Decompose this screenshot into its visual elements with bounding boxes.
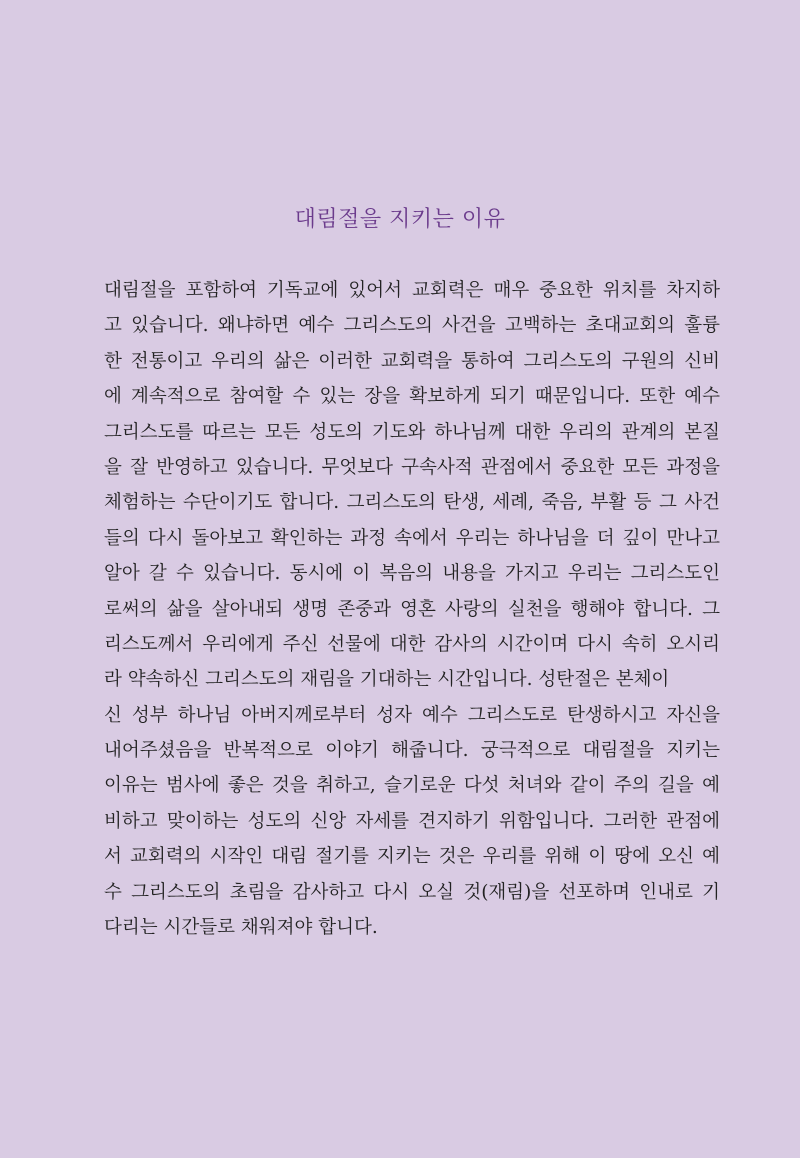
text-line: 다리는 시간들로 채워져야 합니다. — [104, 917, 378, 939]
text-line: 신 성부 하나님 아버지께로부터 성자 예수 그리스도로 탄생하시고 자신을 — [104, 704, 720, 726]
text-line: 수 그리스도의 초림을 감사하고 다시 오실 것(재림)을 선포하며 인내로 기 — [104, 881, 720, 903]
text-line: 체험하는 수단이기도 합니다. 그리스도의 탄생, 세례, 죽음, 부활 등 그 사건 — [104, 492, 720, 514]
text-line: 이유는 범사에 좋은 것을 취하고, 슬기로운 다섯 처녀와 같이 주의 길을 예 — [104, 775, 720, 797]
text-line: 알아 갈 수 있습니다. 동시에 이 복음의 내용을 가지고 우리는 그리스도인 — [104, 563, 720, 585]
text-line: 을 잘 반영하고 있습니다. 무엇보다 구속사적 관점에서 중요한 모든 과정을 — [104, 456, 720, 478]
text-line: 라 약속하신 그리스도의 재림을 기대하는 시간입니다. 성탄절은 본체이 — [104, 669, 670, 691]
text-line: 한 전통이고 우리의 삶은 이러한 교회력을 통하여 그리스도의 구원의 신비 — [104, 350, 720, 372]
text-line: 리스도께서 우리에게 주신 선물에 대한 감사의 시간이며 다시 속히 오시리 — [104, 633, 720, 655]
body-paragraph — [104, 273, 720, 945]
text-line: 비하고 맞이하는 성도의 신앙 자세를 견지하기 위함입니다. 그러한 관점에 — [104, 810, 720, 832]
text-line: 내어주셨음을 반복적으로 이야기 해줍니다. 궁극적으로 대림절을 지키는 — [104, 740, 720, 762]
page-title: 대림절을 지키는 이유 — [294, 207, 506, 232]
text-line: 서 교회력의 시작인 대림 절기를 지키는 것은 우리를 위해 이 땅에 오신 예 — [104, 846, 720, 868]
text-line: 에 계속적으로 참여할 수 있는 장을 확보하게 되기 때문입니다. 또한 예수 — [104, 386, 720, 408]
text-line: 그리스도를 따르는 모든 성도의 기도와 하나님께 대한 우리의 관계의 본질 — [104, 421, 720, 443]
text-line: 대림절을 포함하여 기독교에 있어서 교회력은 매우 중요한 위치를 차지하 — [104, 280, 720, 301]
text-line: 로써의 삶을 살아내되 생명 존중과 영혼 사랑의 실천을 행해야 합니다. 그 — [104, 598, 720, 620]
text-line: 들의 다시 돌아보고 확인하는 과정 속에서 우리는 하나님을 더 깊이 만나고 — [104, 527, 720, 549]
text-line: 고 있습니다. 왜냐하면 예수 그리스도의 사건을 고백하는 초대교회의 훌륭 — [104, 315, 720, 337]
